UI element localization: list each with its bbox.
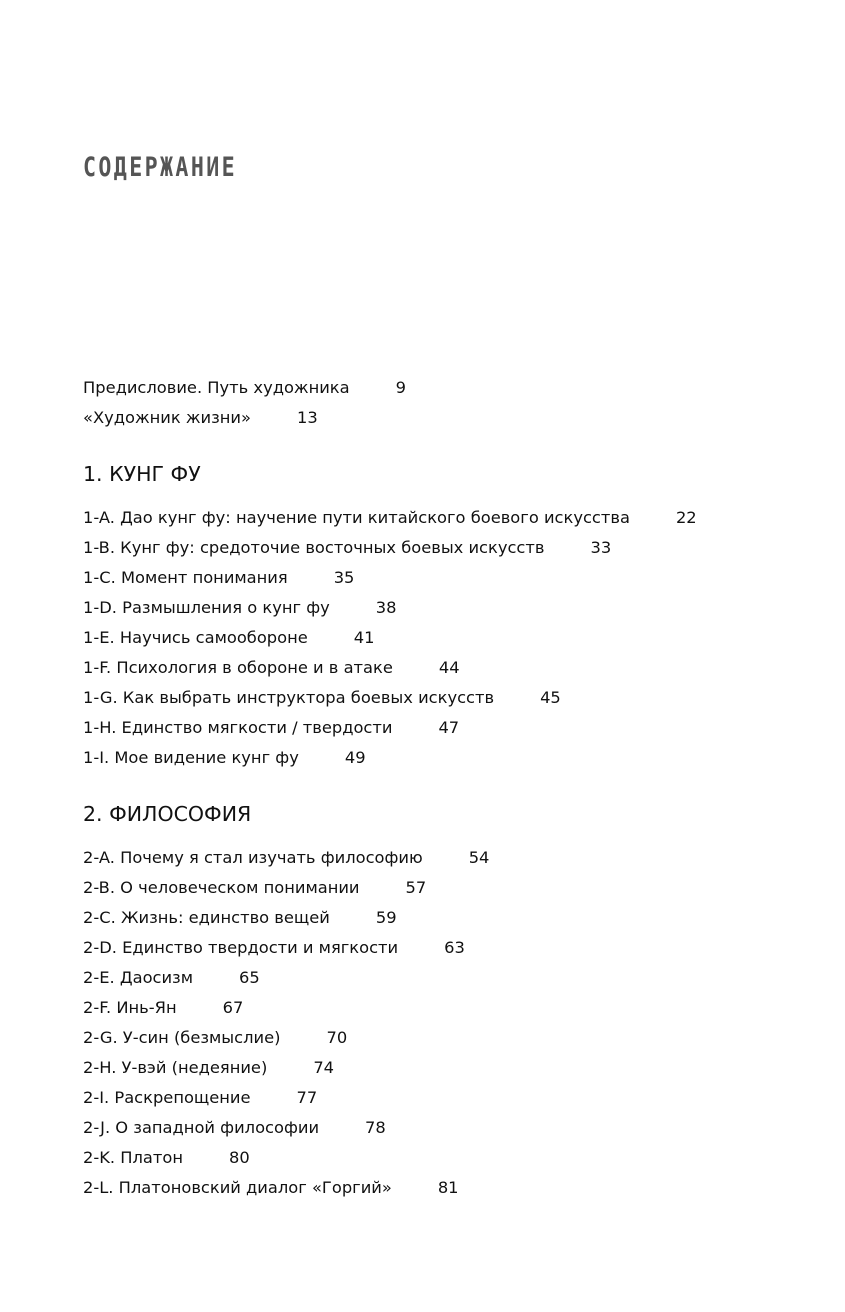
toc-entry-title: 1-G. Как выбрать инструктора боевых искусств [83,688,495,707]
toc-entry-page: 67 [222,998,244,1017]
toc-entry-page: 70 [326,1028,348,1047]
toc-entry-page: 47 [438,718,460,737]
section-heading: 1. КУНГ ФУ [83,462,201,486]
toc-entry [83,593,803,623]
toc-entry-page: 80 [228,1148,250,1167]
toc-entry-page: 22 [675,508,697,527]
toc-entry-title: 2-I. Раскрепощение [83,1088,251,1107]
toc-entry-page: 77 [296,1088,318,1107]
toc-entry-title: 1-F. Психология в обороне и в атаке [83,658,393,677]
toc-entry-title: 1-H. Единство мягкости / твердости [83,718,393,737]
toc-entry-title: «Художник жизни» [83,408,251,427]
toc-entry [83,963,803,993]
toc-entry-title: 1-C. Момент понимания [83,568,288,587]
toc-entry-title: 1-A. Дао кунг фу: научение пути китайского боевого искусства [83,508,630,527]
table-of-contents [83,373,803,1203]
toc-entry-page: 63 [444,938,465,957]
toc-entry-title: Предисловие. Путь художника [83,378,350,397]
toc-entry-title: 1-D. Размышления о кунг фу [83,598,330,617]
toc-entry [83,373,803,403]
toc-entry-page: 49 [344,748,366,767]
toc-entry [83,843,803,873]
page-title: СОДЕРЖАНИЕ [83,152,238,183]
toc-entry-page: 81 [437,1178,459,1197]
toc-entry [83,683,803,713]
toc-entry [83,993,803,1023]
toc-entry-page: 45 [540,688,561,707]
toc-entry-page: 65 [239,968,260,987]
toc-entry-title: 2-H. У-вэй (недеяние) [83,1058,268,1077]
toc-entry-title: 2-E. Даосизм [83,968,194,987]
toc-entry [83,743,803,773]
toc-entry-page: 57 [405,878,427,897]
toc-entry-title: 2-D. Единство твердости и мягкости [83,938,399,957]
toc-entry-page: 9 [395,378,406,397]
toc-entry [83,1023,803,1053]
toc-entry [83,653,803,683]
toc-entry [83,533,803,563]
toc-entry [83,903,803,933]
toc-entry-page: 13 [296,408,318,427]
toc-entry-page: 33 [590,538,612,557]
toc-entry-title: 2-G. У-син (безмыслие) [83,1028,281,1047]
toc-entry-title: 1-I. Мое видение кунг фу [83,748,299,767]
toc-entry-title: 2-A. Почему я стал изучать философию [83,848,423,867]
section-heading: 2. ФИЛОСОФИЯ [83,802,252,826]
toc-entry-title: 2-K. Платон [83,1148,183,1167]
toc-entry-page: 38 [375,598,397,617]
toc-entry-title: 2-B. О человеческом понимании [83,878,360,897]
toc-entry [83,563,803,593]
toc-entry [83,1083,803,1113]
toc-entry-page: 44 [438,658,460,677]
toc-entry-page: 59 [375,908,397,927]
toc-entry-title: 1-B. Кунг фу: средоточие восточных боевых искусств [83,538,545,557]
toc-entry [83,1113,803,1143]
toc-entry [83,1143,803,1173]
toc-entry-page: 78 [365,1118,386,1137]
toc-entry-title: 1-E. Научись самообороне [83,628,308,647]
toc-entry-title: 2-J. О западной философии [83,1118,320,1137]
toc-entry-page: 35 [333,568,355,587]
toc-entry [83,933,803,963]
toc-entry [83,503,803,533]
toc-entry [83,873,803,903]
toc-entry-title: 2-L. Платоновский диалог «Горгий» [83,1178,392,1197]
toc-entry [83,1173,803,1203]
toc-entry-page: 54 [468,848,490,867]
toc-entry-page: 41 [353,628,375,647]
toc-entry [83,623,803,653]
toc-entry [83,403,803,433]
toc-entry [83,1053,803,1083]
toc-entry [83,713,803,743]
toc-entry-title: 2-C. Жизнь: единство вещей [83,908,330,927]
toc-entry-title: 2-F. Инь-Ян [83,998,177,1017]
toc-entry-page: 74 [313,1058,335,1077]
